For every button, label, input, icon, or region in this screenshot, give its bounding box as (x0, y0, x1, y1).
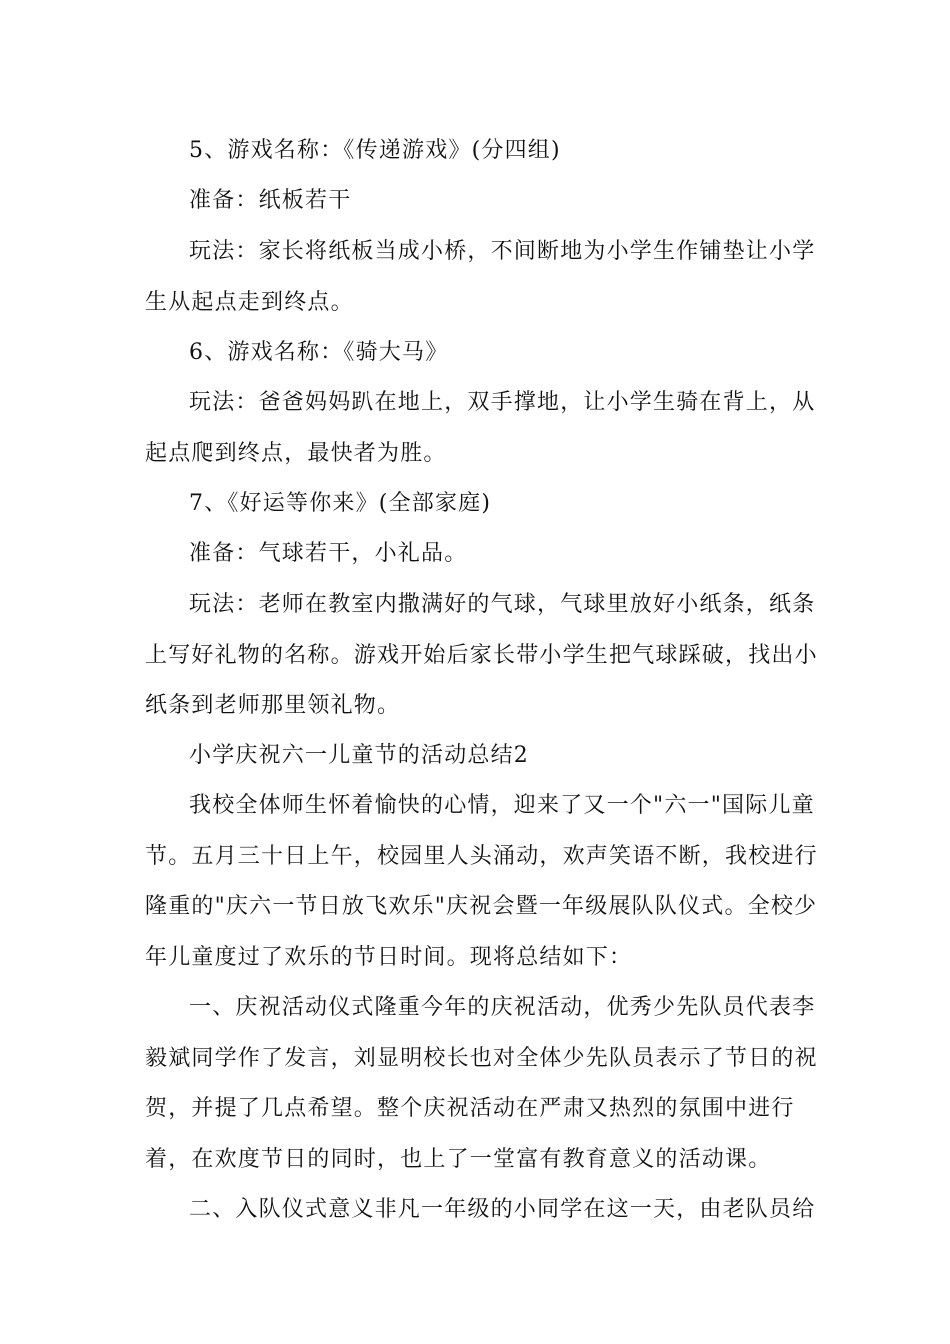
paragraph-game-6-rules: 玩法：爸爸妈妈趴在地上，双手撑地，让小学生骑在背上，从起点爬到终点，最快者为胜。 (145, 390, 816, 466)
paragraph-game-7-rules: 玩法：老师在教室内撒满好的气球，气球里放好小纸条，纸条上写好礼物的名称。游戏开始后家长带小学生把气球踩破，找出小纸条到老师那里领礼物。 (145, 592, 818, 718)
paragraph-game-6-title: 6、游戏名称：《骑大马》 (189, 340, 449, 365)
paragraph-point-one: 一、庆祝活动仪式隆重今年的庆祝活动，优秀少先队员代表李毅斌同学作了发言，刘显明校长也对全体少先队员表示了节日的祝贺，并提了几点希望。整个庆祝活动在严肃又热烈的氛围中进行着，在欢度节日的同时，也上了一堂富有教育意义的活动课。 (145, 995, 818, 1172)
section-heading: 小学庆祝六一儿童节的活动总结2 (189, 743, 529, 768)
paragraph-game-5-rules: 玩法：家长将纸板当成小桥，不间断地为小学生作铺垫让小学生从起点走到终点。 (145, 239, 816, 315)
paragraph-game-5-prep: 准备：纸板若干 (189, 188, 352, 213)
paragraph-game-7-title: 7、《好运等你来》(全部家庭) (189, 491, 492, 516)
paragraph-game-7-prep: 准备：气球若干，小礼品。 (189, 541, 468, 566)
paragraph-point-two: 二、入队仪式意义非凡一年级的小同学在这一天，由老队员给 (189, 1197, 816, 1222)
paragraph-intro: 我校全体师生怀着愉快的心情，迎来了又一个"六一"国际儿童节。五月三十日上午，校园里人头涌动，欢声笑语不断，我校进行隆重的"庆六一节日放飞欢乐"庆祝会暨一年级展队队仪式。全校少年儿童度过了欢乐的节日时间。现将总结如下： (145, 793, 818, 970)
paragraph-game-5-title: 5、游戏名称：《传递游戏》(分四组) (189, 138, 561, 163)
